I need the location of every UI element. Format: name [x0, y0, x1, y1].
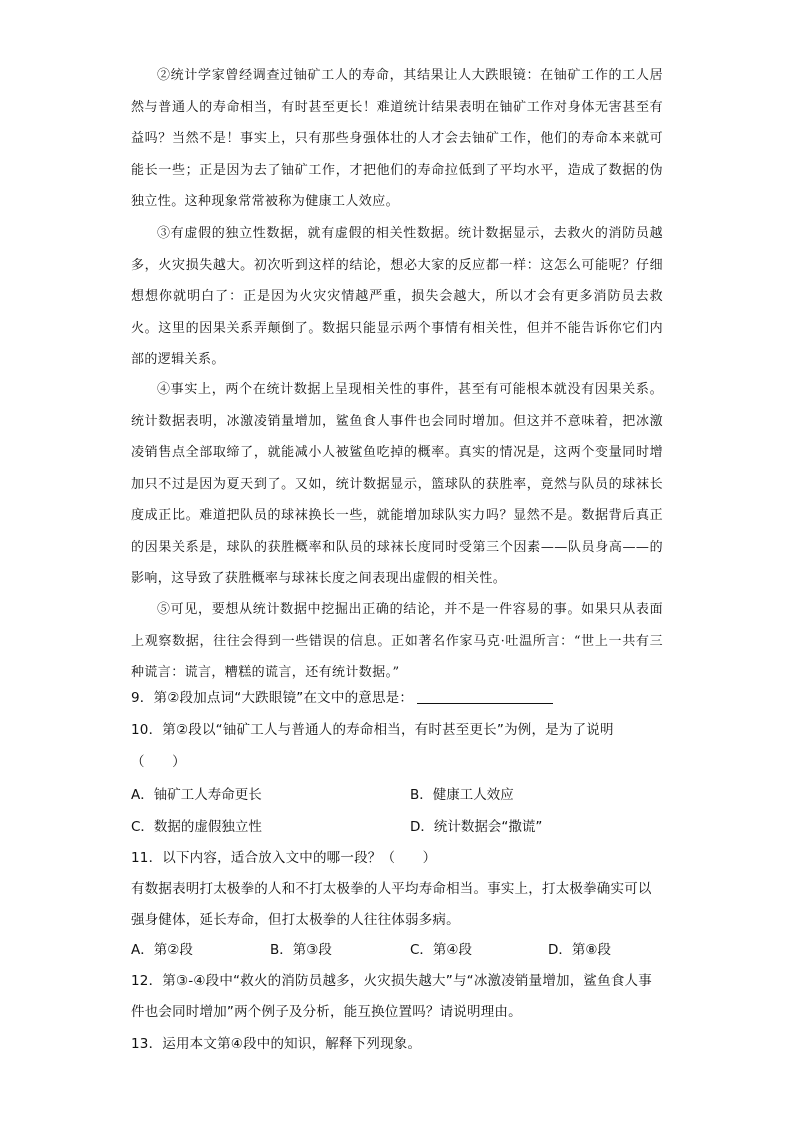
passage-paragraph-4: ④事实上，两个在统计数据上呈现相关性的事件，甚至有可能根本就没有因果关系。统计数据表明，冰激凌销量增加，鲨鱼食人事件也会同时增加。但这并不意味着，把冰激凌销售点全部取缔了，就能减小人被鲨鱼吃掉的概率。真实的情况是，这两个变量同时增加只不过是因为夏天到了。又如，统计数据显示，篮球队的获胜率，竟然与队员的球袜长度成正比。难道把队员的球袜换长一些，就能增加球队实力吗？显然不是。数据背后真正的因果关系是，球队的获胜概率和队员的球袜长度同时受第三个因素——队员身高——的影响，这导致了获胜概率与球袜长度之间表现出虚假的相关性。: [131, 382, 663, 586]
question-10-option-d[interactable]: D．统计数据会“撒谎”: [410, 819, 543, 835]
question-10-option-c[interactable]: C．数据的虚假独立性: [131, 819, 262, 835]
question-10-answer-bracket: （ ）: [131, 754, 186, 770]
question-11-option-d[interactable]: D．第⑧段: [548, 942, 611, 958]
question-11-option-a[interactable]: A．第②段: [131, 942, 193, 958]
passage-paragraph-2: ②统计学家曾经调查过铀矿工人的寿命，其结果让人大跌眼镜：在铀矿工作的工人居然与普通人的寿命相当，有时甚至更长！难道统计结果表明在铀矿工作对身体无害甚至有益吗？当然不是！事实上，只有那些身强体壮的人才会去铀矿工作，他们的寿命本来就可能长一些；正是因为去了铀矿工作，才把他们的寿命拉低到了平均水平，造成了数据的伪独立性。这种现象常常被称为健康工人效应。: [131, 68, 663, 209]
question-11-stem: 11．以下内容，适合放入文中的哪一段？（ ）: [131, 850, 437, 866]
question-9-text: 9．第②段加点词“大跌眼镜”在文中的意思是：: [131, 690, 414, 706]
answer-blank[interactable]: [417, 689, 553, 704]
question-11-option-b[interactable]: B．第③段: [270, 942, 332, 958]
question-12: 12．第③-④段中“救火的消防员越多，火灾损失越大”与“冰激凌销量增加，鲨鱼食人事件也会同时增加”两个例子及分析，能互换位置吗？请说明理由。: [131, 973, 652, 1020]
question-10-stem: 10．第②段以“铀矿工人与普通人的寿命相当，有时甚至更长”为例，是为了说明: [131, 722, 614, 738]
question-11-option-c[interactable]: C．第④段: [410, 942, 473, 958]
question-10-option-a[interactable]: A．铀矿工人寿命更长: [131, 787, 262, 803]
question-13: 13．运用本文第④段中的知识，解释下列现象。: [131, 1036, 422, 1052]
question-9: [131, 683, 663, 714]
passage-paragraph-3: ③有虚假的独立性数据，就有虚假的相关性数据。统计数据显示，去救火的消防员越多，火灾损失越大。初次听到这样的结论，想必大家的反应都一样：这怎么可能呢？仔细想想你就明白了：正是因为火灾灾情越严重，损失会越大，所以才会有更多消防员去救火。这里的因果关系弄颠倒了。数据只能显示两个事情有相关性，但并不能告诉你它们内部的逻辑关系。: [131, 226, 663, 367]
question-10-option-b[interactable]: B．健康工人效应: [410, 787, 514, 803]
passage-paragraph-5: ⑤可见，要想从统计数据中挖掘出正确的结论，并不是一件容易的事。如果只从表面上观察数据，往往会得到一些错误的信息。正如著名作家马克·吐温所言：“世上一共有三种谎言：谎言，糟糕的谎言，还有统计数据。”: [131, 602, 663, 680]
question-11-material: 有数据表明打太极拳的人和不打太极拳的人平均寿命相当。事实上，打太极拳确实可以强身健体，延长寿命，但打太极拳的人往往体弱多病。: [131, 881, 652, 928]
